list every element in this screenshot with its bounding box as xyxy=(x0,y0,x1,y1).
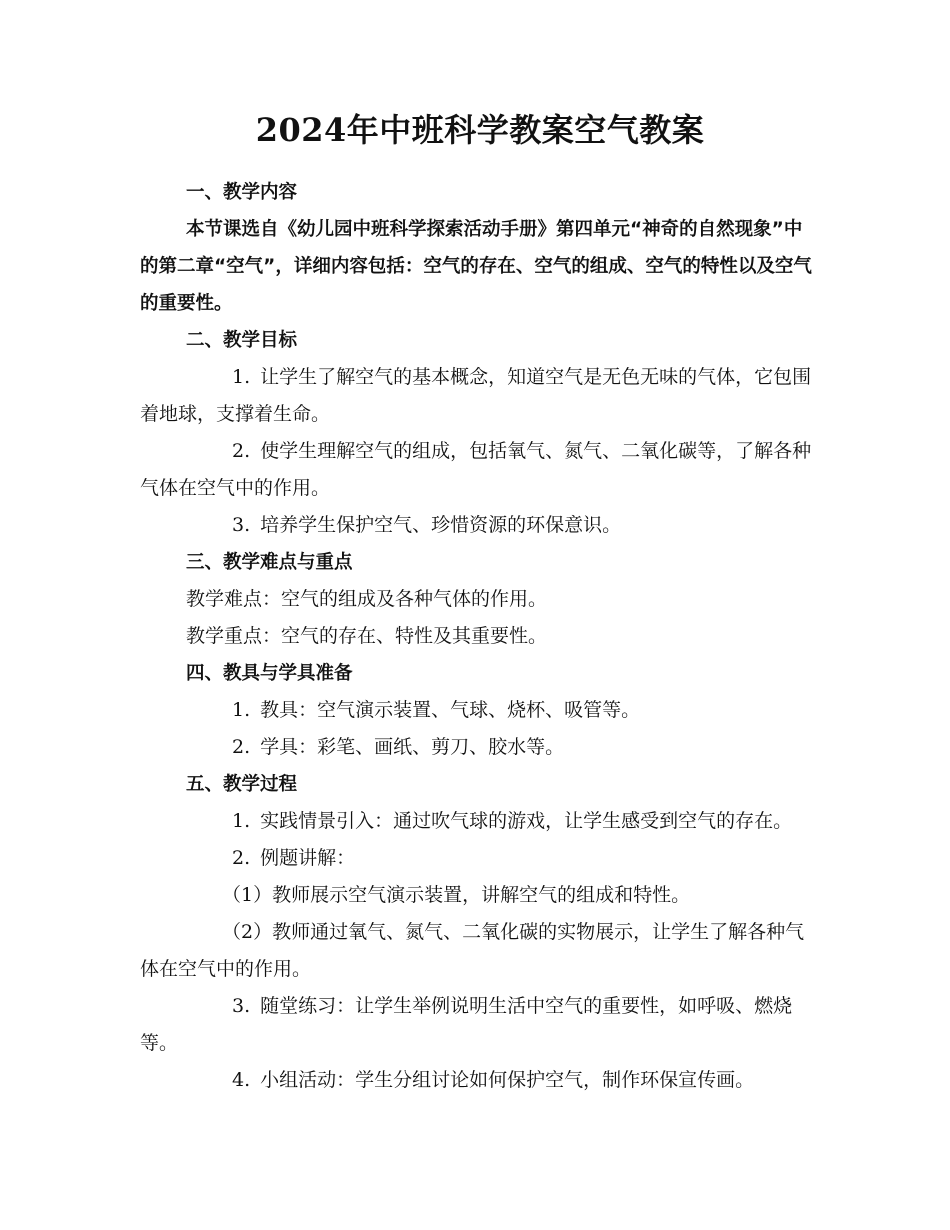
process-substep: （2）教师通过氧气、氮气、二氧化碳的实物展示，让学生了解各种气体在空气中的作用。 xyxy=(140,921,805,980)
material-item xyxy=(140,729,820,766)
goal-text: 使学生理解空气的组成，包括氧气、氮气、二氧化碳等，了解各种气体在空气中的作用。 xyxy=(140,440,812,499)
goal-item xyxy=(140,359,820,433)
process-substep: （1）教师展示空气演示装置，讲解空气的组成和特性。 xyxy=(222,884,691,906)
section-heading-materials: 四、教具与学具准备 xyxy=(186,663,353,684)
goal-number: 1. xyxy=(232,366,251,388)
step-number: 1. xyxy=(232,810,251,832)
section-heading-content: 一、教学内容 xyxy=(186,182,298,203)
goal-number: 3. xyxy=(232,514,251,536)
document-title: 2024年中班科学教案空气教案 xyxy=(255,111,705,149)
goal-text: 培养学生保护空气、珍惜资源的环保意识。 xyxy=(260,514,622,536)
goal-item xyxy=(140,433,820,507)
goal-item xyxy=(140,507,820,544)
key-point: 教学重点：空气的存在、特性及其重要性。 xyxy=(186,625,548,647)
process-step xyxy=(140,988,820,1062)
step-number: 3. xyxy=(232,995,251,1017)
section-heading-goals: 二、教学目标 xyxy=(186,330,298,351)
process-step xyxy=(140,1062,820,1099)
material-item xyxy=(140,692,820,729)
material-text: 学具：彩笔、画纸、剪刀、胶水等。 xyxy=(260,736,565,758)
step-number: 2. xyxy=(232,847,251,869)
material-text: 教具：空气演示装置、气球、烧杯、吸管等。 xyxy=(260,699,641,721)
process-step xyxy=(140,840,820,877)
step-text: 随堂练习：让学生举例说明生活中空气的重要性，如呼吸、燃烧等。 xyxy=(140,995,793,1054)
process-step xyxy=(140,803,820,840)
section-heading-process: 五、教学过程 xyxy=(186,774,298,795)
step-text: 实践情景引入：通过吹气球的游戏，让学生感受到空气的存在。 xyxy=(260,810,793,832)
material-number: 1. xyxy=(232,699,251,721)
section-heading-difficulty: 三、教学难点与重点 xyxy=(186,552,353,573)
goal-number: 2. xyxy=(232,440,251,462)
difficult-point: 教学难点：空气的组成及各种气体的作用。 xyxy=(186,588,548,610)
material-number: 2. xyxy=(232,736,251,758)
content-paragraph: 本节课选自《幼儿园中班科学探索活动手册》第四单元“神奇的自然现象”中的第二章“空气”，详细内容包括：空气的存在、空气的组成、空气的特性以及空气的重要性。 xyxy=(140,219,812,314)
step-text: 小组活动：学生分组讨论如何保护空气，制作环保宣传画。 xyxy=(260,1069,755,1091)
goal-text: 让学生了解空气的基本概念，知道空气是无色无味的气体，它包围着地球，支撑着生命。 xyxy=(140,366,812,425)
step-text: 例题讲解： xyxy=(260,847,356,869)
document-body xyxy=(140,174,820,1099)
step-number: 4. xyxy=(232,1069,251,1091)
